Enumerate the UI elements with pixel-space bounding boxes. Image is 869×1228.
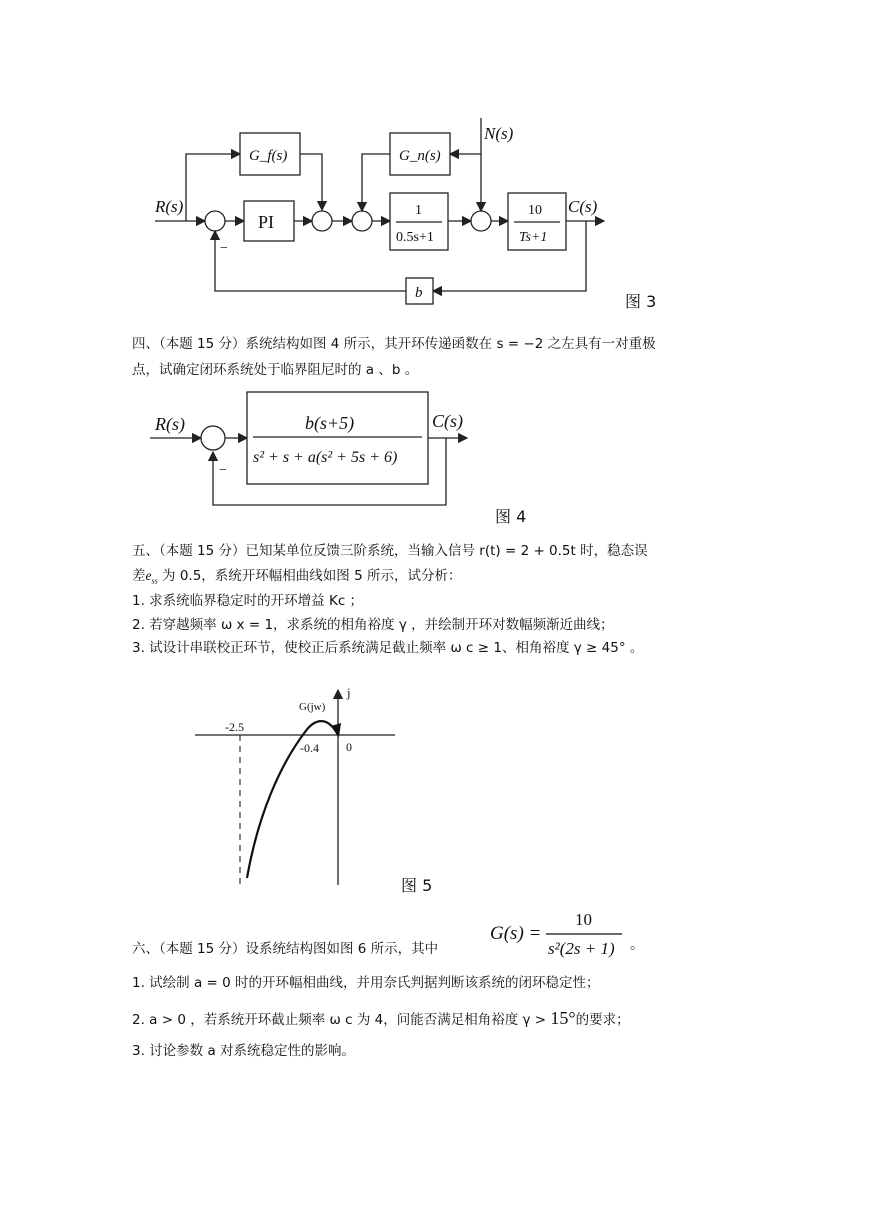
fig4-numerator: b(s+5)	[305, 413, 355, 433]
q6-item-2-start: 2. a > 0 ，若系统开环截止频率 ω c 为 4，问能否满足相角裕度 γ >	[132, 1012, 547, 1028]
question-5-item-2: 2. 若穿越频率 ω x = 1，求系统的相角裕度 γ ，并绘制开环对数幅频渐近曲线；	[132, 617, 614, 633]
question-5-item-3: 3. 试设计串联校正环节，使校正后系统满足截止频率 ω c ≥ 1、相角裕度 γ ≥ 45° 。	[132, 640, 644, 656]
origin-label: 0	[346, 740, 352, 754]
fig3-input-label: R(s)	[155, 197, 184, 216]
question-6-item-1: 1. 试绘制 a = 0 时的开环幅相曲线，并用奈氏判据判断该系统的闭环稳定性；	[132, 975, 600, 991]
gf-label: G_f(s)	[249, 148, 288, 164]
imag-axis-label: j	[347, 685, 351, 700]
formula-lhs: G(s) =	[490, 923, 542, 944]
q6-item-2-end: 的要求；	[575, 1012, 630, 1028]
crossing-label: -0.4	[300, 741, 319, 755]
q5-line-2-start: 差	[132, 568, 146, 584]
disturbance-label: N(s)	[484, 124, 514, 143]
curve-label: G(jw)	[299, 701, 326, 713]
summing-junction-1	[205, 211, 225, 231]
plant-block-1-den: 0.5s+1	[396, 230, 434, 245]
summing-junction-2	[312, 211, 332, 231]
formula-period: 。	[630, 938, 644, 953]
question-6-item-2	[132, 1005, 742, 1033]
fig4-summing-junction	[201, 426, 225, 450]
figure-3-block-diagram	[0, 0, 869, 320]
fig3-minus-sign: −	[220, 241, 228, 256]
fig4-denominator: s² + s + a(s² + 5s + 6)	[253, 449, 398, 466]
question-6-item-3: 3. 讨论参数 a 对系统稳定性的影响。	[132, 1043, 356, 1059]
fig4-transfer-block	[247, 392, 428, 484]
nyquist-curve	[247, 721, 338, 878]
fig4-input-label: R(s)	[155, 414, 185, 434]
plant-block-1-num: 1	[415, 203, 422, 218]
figure-5-caption: 图 5	[401, 876, 433, 895]
figure-5-nyquist-plot	[0, 680, 869, 910]
question-6-line-1: 六、（本题 15 分）设系统结构图如图 6 所示，其中	[132, 941, 439, 957]
figure-3-caption: 图 3	[625, 292, 657, 311]
ess-symbol: $e_{ss}$	[145, 568, 158, 586]
question-4-line-1: 四、（本题 15 分）系统结构如图 4 所示，其开环传递函数在 s = −2 之左具有一对重极	[132, 336, 656, 352]
question-4-line-2: 点，试确定闭环系统处于临界阻尼时的 a 、b 。	[132, 362, 419, 378]
summing-junction-4	[471, 211, 491, 231]
fig4-minus-sign: −	[219, 463, 227, 478]
formula-denominator: s²(2s + 1)	[548, 939, 615, 958]
pi-label: PI	[258, 212, 275, 232]
fig4-output-label: C(s)	[432, 411, 463, 431]
question-5-line-1: 五、（本题 15 分）已知某单位反馈三阶系统，当输入信号 r(t) = 2 + 0.5t 时，稳态误	[132, 543, 648, 559]
formula-numerator: 10	[575, 910, 592, 929]
question-5-item-1: 1. 求系统临界稳定时的开环增益 Kc ；	[132, 593, 364, 609]
fig3-output-label: C(s)	[568, 197, 598, 216]
q5-line-2-end: 为 0.5，系统开环幅相曲线如图 5 所示，试分析：	[162, 568, 462, 584]
figure-4-caption: 图 4	[495, 507, 527, 526]
figure-4-block-diagram	[0, 388, 869, 518]
plant-block-2-num: 10	[528, 203, 542, 218]
g-s-formula	[490, 902, 690, 962]
summing-junction-3	[352, 211, 372, 231]
plant-block-2-den: Ts+1	[519, 230, 548, 245]
feedback-label: b	[415, 285, 423, 301]
phase-margin-value: 15°	[550, 1008, 576, 1028]
asymptote-label: -2.5	[225, 720, 244, 734]
gn-label: G_n(s)	[399, 148, 441, 164]
